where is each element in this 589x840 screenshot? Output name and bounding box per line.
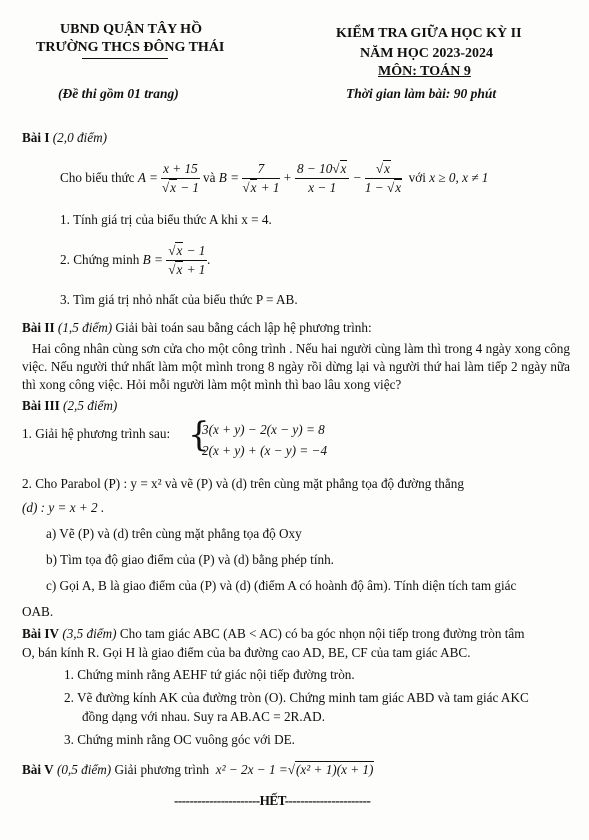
bai3-heading [22, 398, 117, 414]
expr-b-term1: $\frac{7}{√x + 1}$ [242, 160, 280, 195]
bai1-and: và [203, 170, 216, 185]
bai1-expressions: Cho biểu thức A = $\frac{x + 15}{√x - 1}$ và B = $\frac{7}{√x + 1}$ + $\frac{8 - 10√x}{x - 1}$ − $\frac{√x}{1 - √x}$ với x ≥ 0, x ≠ 1 [60, 160, 489, 195]
page-count-note: (Đề thi gồm 01 trang) [58, 86, 179, 101]
bai1-points: (2,0 điểm) [52, 130, 107, 145]
bai3-qc-cont: OAB. [22, 604, 54, 619]
exam-title: KIỂM TRA GIỮA HỌC KỲ II [336, 26, 522, 41]
bai3-q2-line2: (d) : y = x + 2 . [22, 500, 105, 515]
expr-b-term2: $\frac{8 - 10√x}{x - 1}$ [295, 161, 349, 196]
bai5-title: Bài V [22, 762, 54, 777]
time-limit: Thời gian làm bài: 90 phút [346, 86, 497, 101]
expr-b-term3: $\frac{√x}{1 - √x}$ [364, 160, 402, 195]
bai1-q2: 2. Chứng minh B = $\frac{√x - 1}{√x + 1}$ . [60, 242, 211, 277]
bai4-points: (3,5 điểm) [62, 626, 117, 641]
bai3-points: (2,5 điểm) [63, 398, 118, 413]
district-name: UBND QUẬN TÂY HỒ [60, 22, 202, 37]
system-eq1: 3(x + y) − 2(x − y) = 8 [202, 422, 325, 437]
bai5-line [22, 762, 374, 778]
school-underline [82, 58, 168, 59]
bai1-q1: 1. Tính giá trị của biểu thức A khi x = 4. [60, 212, 272, 227]
bai2-lead: Giải bài toán sau bằng cách lập hệ phương trình: [115, 320, 372, 335]
end-marker: ----------------------HẾT---------------------- [174, 793, 371, 808]
bai5-rhs: √(x² + 1)(x + 1) [287, 762, 374, 777]
school-name: TRƯỜNG THCS ĐÔNG THÁI [36, 40, 225, 55]
bai4-q2-line2: đồng dạng với nhau. Suy ra AB.AC = 2R.AD. [82, 709, 325, 724]
bai2-points: (1,5 điểm) [57, 320, 113, 335]
bai3-qa: a) Vẽ (P) và (d) trên cùng mặt phẳng tọa độ Oxy [46, 526, 302, 541]
system-eq2: 2(x + y) + (x − y) = −4 [202, 443, 328, 458]
bai3-qb: b) Tìm tọa độ giao điểm của (P) và (d) bằng phép tính. [46, 552, 334, 567]
subject: MÔN: TOÁN 9 [378, 64, 471, 79]
bai5-points: (0,5 điểm) [56, 762, 112, 777]
bai1-condition: x ≥ 0, x ≠ 1 [429, 170, 489, 185]
bai4-title: Bài IV [22, 626, 60, 641]
bai3-title: Bài III [22, 398, 60, 413]
bai3-q1: 1. Giải hệ phương trình sau: [22, 426, 171, 441]
bai4-heading [22, 626, 525, 642]
bai1-q2-label: 2. Chứng minh [60, 252, 140, 267]
bai4-q2-line1: 2. Vẽ đường kính AK của đường tròn (O). Chứng minh tam giác ABD và tam giác AKC [64, 690, 529, 705]
bai3-qc: c) Gọi A, B là giao điểm của (P) và (d) (điểm A có hoành độ âm). Tính diện tích tam giác [46, 578, 517, 593]
bai2-heading [22, 320, 372, 336]
bai2-title: Bài II [22, 320, 55, 335]
bai4-q1: 1. Chứng minh rằng AEHF tứ giác nội tiếp đường tròn. [64, 667, 355, 682]
bai3-q2-line1: 2. Cho Parabol (P) : y = x² và vẽ (P) và (d) trên cùng mặt phẳng tọa độ đường thẳng [22, 476, 464, 491]
expr-b-simplified: $\frac{√x - 1}{√x + 1}$ [168, 242, 206, 277]
bai1-heading [22, 130, 107, 146]
bai5-lhs: x² − 2x − 1 = [215, 762, 288, 777]
system-brace: { [188, 415, 210, 455]
school-year: NĂM HỌC 2023-2024 [360, 46, 493, 61]
bai1-with: với [408, 170, 426, 185]
bai4-text-line1: Cho tam giác ABC (AB < AC) có ba góc nhọn nội tiếp trong đường tròn tâm [119, 626, 525, 641]
bai2-text: Hai công nhân cùng sơn cửa cho một công trình . Nếu hai người cùng làm thì trong 4 ngày xong công việc. Nếu người thứ nhất làm một mình trong 8 ngày rồi dừng lại và người thứ hai làm tiếp 2 ngày nữa thì xong công việc. Hỏi mỗi người làm một mình thì bao lâu xong việc? [22, 341, 570, 392]
expr-a: $\frac{x + 15}{√x - 1}$ [161, 160, 200, 195]
bai1-q3: 3. Tìm giá trị nhỏ nhất của biểu thức P = AB. [60, 292, 298, 307]
bai4-text-line2: O, bán kính R. Gọi H là giao điểm của ba đường cao AD, BE, CF của tam giác ABC. [22, 645, 471, 660]
bai5-lead: Giải phương trình [114, 762, 210, 777]
bai1-title: Bài I [22, 130, 50, 145]
bai4-q3: 3. Chứng minh rằng OC vuông góc với DE. [64, 732, 295, 747]
bai1-intro: Cho biểu thức [60, 170, 135, 185]
